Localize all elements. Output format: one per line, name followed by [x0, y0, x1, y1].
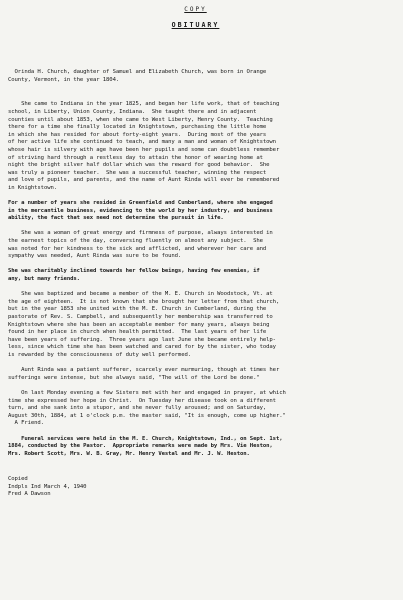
- text-line: the age of eighteen. It is not known that she brought her letter from that church,: [8, 298, 280, 305]
- obituary-title: OBITUARY: [171, 20, 220, 29]
- text-line: Orinda H. Church, daughter of Samuel and Elizabeth Church, was born in Orange: [8, 69, 267, 76]
- text-line: On last Monday evening a few Sisters met with her and engaged in prayer, at which: [8, 389, 286, 396]
- obituary-paragraph: [8, 200, 383, 223]
- text-line: of striving hard through a restless day to attain the honor of wearing home at: [8, 154, 263, 161]
- text-line: is rewarded by the consciousness of duty well performed.: [8, 351, 191, 358]
- footer-line: Copied: [8, 476, 28, 483]
- text-line: sufferings were intense, but she always said, "The will of the Lord be done.": [8, 374, 260, 381]
- text-line: County, Vermont, in the year 1804.: [8, 76, 120, 83]
- text-line: counties until about 1853, when she came to West Liberty, Henry County. Teaching: [8, 116, 273, 123]
- text-line: August 30th, 1884, at 1 o'clock p.m. the master said, "It is enough, come up higher.": [8, 412, 286, 419]
- text-line: turn, and she sank into a stupor, and she never fully aroused; and on Saturday,: [8, 405, 267, 412]
- text-line: She was baptized and became a member of the M. E. Church in Woodstock, Vt. at: [8, 291, 273, 298]
- obituary-paragraph: [8, 436, 383, 459]
- text-line: school, in Liberty, Union County, Indiana. She taught there and in adjacent: [8, 108, 257, 115]
- copy-footer: [8, 476, 383, 499]
- text-line: Knightstown where she has been an acceptable member for many years, always being: [8, 321, 270, 328]
- text-line: less, since which time she has been watched and cared for by the sister, who today: [8, 344, 276, 351]
- text-line: A Friend.: [8, 420, 44, 427]
- text-line: She came to Indiana in the year 1825, and began her life work, that of teaching: [8, 101, 280, 108]
- text-line: there for a time she finally located in Knightstown, purchasing the little home: [8, 124, 267, 131]
- text-line: found in her place in church when health permitted. The last years of her life: [8, 329, 267, 336]
- text-line: Aunt Rinda was a patient sufferer, scarcely ever murmuring, though at times her: [8, 367, 280, 374]
- obituary-paragraph: [8, 101, 383, 192]
- obituary-paragraph: [8, 268, 383, 283]
- text-line: ability, the fact that sex need not determine the pursuit in life.: [8, 215, 224, 222]
- obituary-paragraph: [8, 390, 383, 428]
- text-line: She was a woman of great energy and firmness of purpose, always interested in: [8, 230, 273, 237]
- text-line: night the bright silver half dollar which was the reward for good behavior. She: [8, 162, 270, 169]
- text-line: in the mercantile business, evidencing to the world by her industry, and business: [8, 207, 273, 214]
- text-line: any, but many friends.: [8, 276, 80, 283]
- obituary-paragraph: [8, 69, 383, 84]
- text-line: but in the year 1853 she united with the M. E. Church in Cumberland, during the: [8, 306, 267, 313]
- obituary-paragraph: [8, 230, 383, 260]
- text-line: the earnest topics of the day, conversing fluently on almost any subject. She: [8, 238, 263, 245]
- text-line: sympathy was needed, Aunt Rinda was sure to be found.: [8, 253, 182, 260]
- obituary-paragraph: [8, 367, 383, 382]
- footer-line: Indpls Ind March 4, 1940: [8, 483, 87, 490]
- text-line: For a number of years she resided in Greenfield and Cumberland, where she engaged: [8, 200, 273, 207]
- copy-label: COPY: [184, 6, 207, 13]
- obituary-body: [8, 69, 383, 458]
- text-line: She was charitably inclined towards her fellow beings, having few enemies, if: [8, 268, 260, 275]
- obituary-paragraph: [8, 291, 383, 359]
- text-line: of her active life she continued to teach, and many a man and woman of Knightstown: [8, 139, 276, 146]
- text-line: was noted for her kindness to the sick and afflicted, and wherever her care and: [8, 245, 267, 252]
- text-line: time she expressed her hope in Christ. On Tuesday her disease took on a different: [8, 397, 276, 404]
- text-line: have been years of suffering. Three years ago last June she became entirely help-: [8, 336, 276, 343]
- footer-line: Fred A Dawson: [8, 491, 51, 498]
- text-line: was truly a pioneer teacher. She was a successful teacher, winning the respect: [8, 169, 267, 176]
- text-line: Funeral services were held in the M. E. Church, Knightstown, Ind., on Sept. 1st,: [8, 435, 283, 442]
- text-line: and love of pupils, and parents, and the name of Aunt Rinda will ever be remembered: [8, 177, 280, 184]
- text-line: pastorate of Rev. S. Campbell, and subsequently her membership was transferred to: [8, 314, 273, 320]
- text-line: Mrs. Robert Scott, Mrs. W. B. Gray, Mr. Henry Vestal and Mr. J. W. Heston.: [8, 450, 250, 457]
- text-line: whose hair is silvery with age have been her pupils and some can doubtless remember: [8, 146, 280, 153]
- text-line: in which she has resided for about forty-eight years. During most of the years: [8, 131, 267, 138]
- text-line: in Knightstown.: [8, 184, 58, 191]
- text-line: 1884, conducted by the Pastor. Appropriate remarks were made by Mrs. Vie Heston,: [8, 443, 273, 450]
